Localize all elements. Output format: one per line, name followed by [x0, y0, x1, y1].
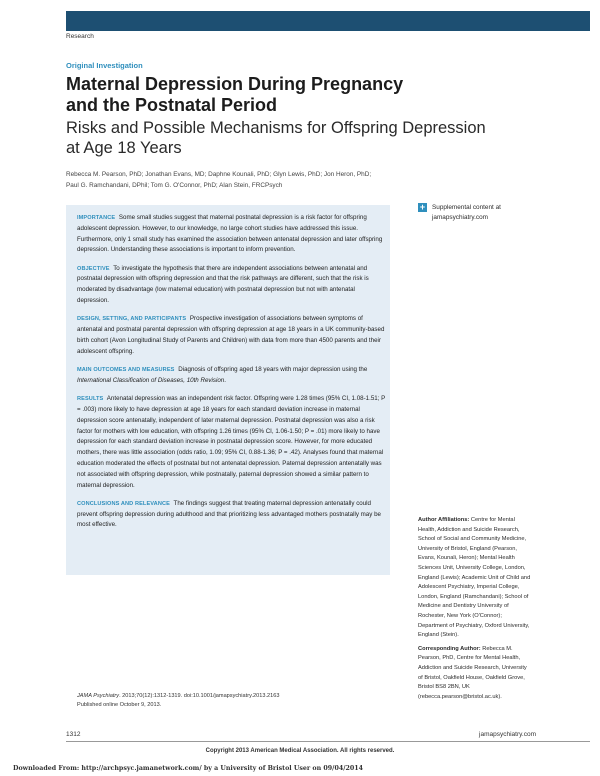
abstract-conclusions	[77, 499, 387, 531]
citation-journal: JAMA Psychiatry	[77, 693, 120, 699]
abstract-results	[77, 394, 387, 491]
importance-text: Some small studies suggest that maternal postnatal depression is a risk factor for offspring adolescent depression. However, to our knowledge, no large cohort studies have addressed this issue. Furthermore, only 1 small study has examined the association between antenatal depression and later offspring depression. Understanding these associations is important to inform prevention.	[77, 214, 383, 254]
article-subtitle	[66, 118, 526, 158]
journal-header-bar	[66, 11, 590, 31]
download-stamp: Downloaded From: http://archpsyc.jamanetwork.com/ by a University of Bristol User on 09/04/2014	[13, 765, 364, 772]
page-number: 1312	[66, 731, 81, 738]
authors-line-2: Paul G. Ramchandani, DPhil; Tom G. O'Connor, PhD; Alan Stein, FRCPsych	[66, 182, 283, 189]
journal-url: jamapsychiatry.com	[479, 731, 536, 738]
results-text: Antenatal depression was an independent risk factor. Offspring were 1.28 times (95% CI, 1.08-1.51; P = .003) more likely to have depression at age 18 years for each standard deviation increase in maternal depression score antenatally, independent of later maternal depression. Postnatal depression was also a risk factor for mothers with low education, with offspring 1.26 times (95% CI, 1.06-1.50; P = .01) more likely to have depression for each standard deviation increase in postnatal depression score. However, for more educated mothers, there was little association (odds ratio, 1.09; 95% CI, 0.88-1.36; P = .42). Analyses found that maternal education moderated the effects of postnatal but not antenatal depression. Paternal depression antenatally was not associated with offspring depression, while postnatally, paternal depression showed a similar pattern to maternal depression.	[77, 395, 386, 489]
outcomes-classification: International Classification of Diseases, 10th Revision	[77, 376, 225, 384]
footer-divider	[66, 741, 590, 742]
outcomes-text: Diagnosis of offspring aged 18 years with major depression using the	[178, 366, 368, 374]
affiliations-label: Author Affiliations:	[418, 517, 470, 523]
citation	[77, 692, 377, 710]
affiliations-paragraph	[418, 516, 533, 641]
design-label: DESIGN, SETTING, AND PARTICIPANTS	[77, 316, 187, 323]
citation-published: Published online October 9, 2013.	[77, 702, 162, 708]
abstract-outcomes	[77, 365, 387, 387]
abstract-importance	[77, 213, 387, 256]
outcomes-label: MAIN OUTCOMES AND MEASURES	[77, 367, 175, 374]
abstract-objective	[77, 264, 387, 307]
subtitle-line-1: Risks and Possible Mechanisms for Offspring Depression	[66, 119, 486, 137]
copyright-notice: Copyright 2013 American Medical Association. All rights reserved.	[205, 748, 395, 754]
plus-icon: +	[419, 202, 426, 212]
importance-label: IMPORTANCE	[77, 215, 116, 221]
corresponding-paragraph	[418, 645, 533, 703]
supplemental-line-1: Supplemental content at	[432, 204, 501, 211]
subtitle-line-2: at Age 18 Years	[66, 139, 182, 157]
conclusions-label: CONCLUSIONS AND RELEVANCE	[77, 500, 170, 507]
authors-line-1: Rebecca M. Pearson, PhD; Jonathan Evans, MD; Daphne Kounali, PhD; Glyn Lewis, PhD; Jon Heron, PhD;	[66, 171, 372, 178]
conclusions-text: The findings suggest that treating maternal depression antenatally could prevent offspring depression during adulthood and that prioritizing less advantaged mothers postnatally may be most effective.	[77, 499, 381, 529]
article-type: Original Investigation	[66, 61, 143, 70]
objective-label: OBJECTIVE	[77, 265, 110, 272]
abstract	[77, 213, 387, 539]
section-label: Research	[66, 33, 94, 40]
author-affiliations	[418, 516, 533, 706]
corresponding-label: Corresponding Author:	[418, 645, 481, 652]
title-line-1: Maternal Depression During Pregnancy	[66, 74, 404, 94]
title-line-2: and the Postnatal Period	[66, 95, 278, 115]
corresponding-text: Rebecca M. Pearson, PhD, Centre for Mental Health, Addiction and Suicide Research, University of Bristol, Oakfield House, Oakfield Grove, Bristol BS8 2BN, UK (rebecca.pearson@bristol.ac.uk).	[418, 645, 527, 700]
outcomes-end: .	[224, 376, 226, 384]
affiliations-text: Centre for Mental Health, Addiction and Suicide Research, School of Social and Community Medicine, University of Bristol, England (Pearson, Evans, Kounali, Heron); Mental Health Sciences Unit, University College, London, England (Lewis); Academic Unit of Child and Adolescent Psychiatry, Imperial College, London, England (Ramchandani); School of Medicine and Dentistry University of Rochester, New York (O'Connor); Department of Psychiatry, Oxford University, England (Stein).	[418, 517, 531, 639]
article-title	[66, 74, 506, 116]
citation-details: . 2013;70(12):1312-1319. doi:10.1001/jamapsychiatry.2013.2163	[119, 693, 280, 699]
abstract-design	[77, 314, 387, 357]
supplemental-text	[432, 203, 542, 223]
author-list	[66, 169, 486, 191]
results-label: RESULTS	[77, 396, 104, 403]
design-text: Prospective investigation of associations between symptoms of antenatal and postnatal parental depression with offspring depression at age 18 years in a UK community-based birth cohort (Avon Longitudinal Study of Parents and Children) with data from more than 4500 parents and their adolescent offspring.	[77, 315, 385, 355]
objective-text: To investigate the hypothesis that there are independent associations between antenatal and postnatal depression with offspring depression and that the risk pathways are different, such that the risk is moderated by disadvantage (low maternal education) with postnatal depression but not with antenatal depression.	[77, 264, 369, 305]
supplemental-line-2: jamapsychiatry.com	[432, 214, 488, 221]
